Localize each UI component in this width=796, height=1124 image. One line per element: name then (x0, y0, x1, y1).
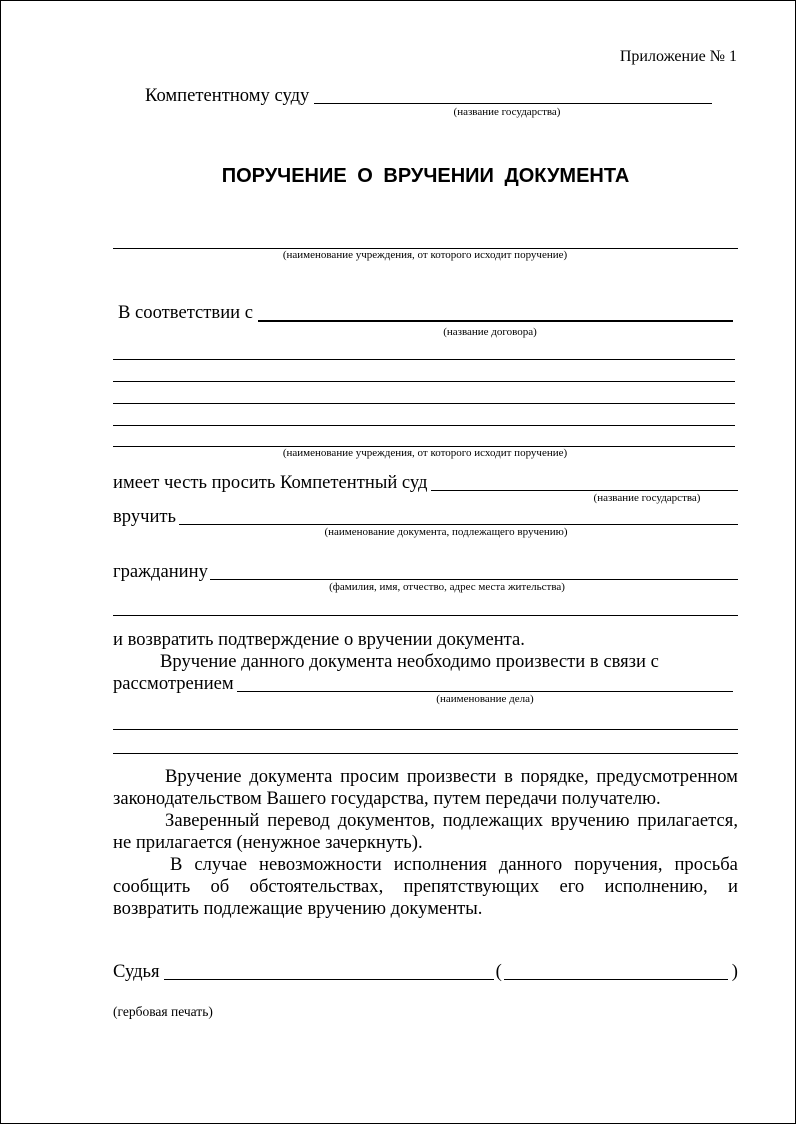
requesting-body-line (113, 359, 735, 360)
word: документов, (337, 810, 435, 831)
judge-label: Судья (113, 961, 160, 982)
serve-document-line (179, 506, 738, 525)
word: его (559, 876, 585, 897)
document-title: ПОРУЧЕНИЕ О ВРУЧЕНИИ ДОКУМЕНТА (221, 165, 630, 187)
word: исполнению, (604, 876, 708, 897)
word: Вручение (165, 766, 242, 787)
request-row (113, 472, 738, 494)
word: исполнения (393, 854, 487, 875)
treaty-label: В соответствии с (118, 302, 254, 323)
word: обстоятельствах, (249, 876, 384, 897)
word: произвести (406, 766, 497, 787)
recipient-caption: (фамилия, имя, отчество, адрес места жительства) (329, 581, 565, 593)
word: просим (340, 766, 400, 787)
judge-row (113, 961, 738, 983)
word: документа (249, 766, 333, 787)
word: в (504, 766, 513, 787)
issuer-caption: (наименование учреждения, от которого исходит поручение) (282, 249, 568, 261)
request-label: имеет честь просить Компетентный суд (113, 472, 428, 493)
word: прилагается, (637, 810, 738, 831)
word: данного (498, 854, 563, 875)
paragraph-line: не прилагается (ненужное зачеркнуть). (113, 832, 423, 853)
recipient-line-2 (113, 615, 738, 616)
word: просьба (674, 854, 738, 875)
requesting-body-line (113, 425, 735, 426)
word: Заверенный (165, 810, 260, 831)
addressee-label: Компетентному суду (145, 85, 310, 106)
word: препятствующих (403, 876, 540, 897)
serve-row (113, 506, 738, 528)
requesting-body-line (113, 381, 735, 382)
word: об (210, 876, 230, 897)
paragraph-line: законодательством Вашего государства, путем передачи получателю. (113, 788, 661, 809)
word: невозможности (259, 854, 382, 875)
recipient-line (210, 561, 738, 580)
word: поручения, (574, 854, 663, 875)
treaty-row (118, 302, 733, 324)
case-caption: (наименование дела) (436, 693, 534, 705)
case-intro: Вручение данного документа необходимо произвести в связи с (160, 651, 659, 672)
requesting-body-caption: (наименование учреждения, от которого исходит поручение) (282, 447, 568, 459)
paragraph-line: возвратить подлежащие вручению документы. (113, 898, 483, 919)
word: случае (194, 854, 248, 875)
word: перевод (267, 810, 330, 831)
word: и (727, 876, 738, 897)
case-label: рассмотрением (113, 673, 234, 694)
serve-caption: (наименование документа, подлежащего вручению) (324, 526, 568, 538)
recipient-row (113, 561, 738, 583)
request-court-line (431, 472, 738, 491)
return-text: и возвратить подтверждение о вручении документа. (113, 629, 525, 650)
seal-caption: (гербовая печать) (113, 1004, 213, 1019)
word: порядке, (520, 766, 589, 787)
treaty-line (258, 302, 733, 322)
word: В (170, 854, 183, 875)
addressee-caption: (название государства) (453, 106, 561, 118)
judge-name-close-paren: ) (731, 961, 738, 982)
request-court-caption: (название государства) (593, 492, 701, 504)
case-row (113, 673, 733, 695)
case-line (237, 673, 733, 692)
paragraph-line (170, 854, 738, 876)
judge-name-open-paren: ( (495, 961, 502, 982)
addressee-line (314, 85, 712, 104)
appendix-label: Приложение № 1 (619, 48, 737, 65)
paragraph-line (165, 766, 738, 788)
paragraph-line (113, 876, 738, 898)
judge-name-line (504, 961, 728, 980)
addressee-row (145, 85, 712, 107)
word: подлежащих (442, 810, 544, 831)
word: предусмотренном (596, 766, 738, 787)
recipient-label: гражданину (113, 561, 208, 582)
paragraph-line (165, 810, 738, 832)
treaty-caption: (название договора) (443, 326, 537, 338)
word: сообщить (113, 876, 191, 897)
requesting-body-line (113, 403, 735, 404)
serve-label: вручить (113, 506, 177, 527)
word: вручению (550, 810, 630, 831)
case-line-2 (113, 729, 738, 730)
case-line-3 (113, 753, 738, 754)
judge-signature-line (164, 961, 494, 980)
